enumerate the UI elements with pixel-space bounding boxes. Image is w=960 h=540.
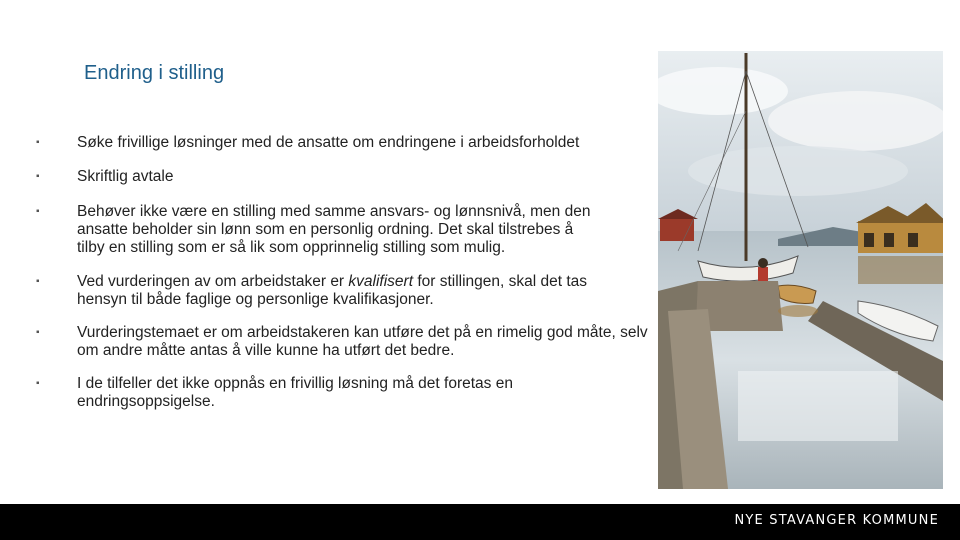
bullet-item — [36, 203, 597, 257]
bullet-item — [36, 134, 666, 152]
bullet-text-italic: kvalifisert — [348, 273, 414, 290]
bullet-text: Behøver ikke være en stilling med samme ansvars- og lønnsnivå, men den ansatte beholder sin lønn som en personlig ordning. Det skal tilstrebes å tilby en stilling som er så lik som opprinnelig stilling som mulig. — [77, 203, 591, 256]
bullet-text-before: Ved vurderingen av om arbeidstaker er — [77, 273, 349, 290]
bullet-marker: ▪ — [36, 327, 40, 338]
bullet-list — [36, 134, 666, 426]
bullet-marker: ▪ — [36, 276, 40, 287]
bullet-item — [36, 324, 659, 360]
bullet-marker: ▪ — [36, 206, 40, 217]
harbor-photo — [658, 51, 943, 489]
bullet-item — [36, 375, 617, 411]
bullet-text: Skriftlig avtale — [77, 168, 174, 185]
bullet-text: Vurderingstemaet er om arbeidstakeren kan utføre det på en rimelig god måte, selv om andre måtte antas å ville kunne ha utført det bedre. — [77, 324, 648, 359]
footer-bar — [0, 504, 960, 540]
bullet-marker: ▪ — [36, 137, 40, 148]
footer-brand: NYE STAVANGER KOMMUNE — [734, 513, 939, 528]
bullet-marker: ▪ — [36, 378, 40, 389]
bullet-text: I de tilfeller det ikke oppnås en frivillig løsning må det foretas en endringsoppsigelse. — [77, 375, 513, 410]
bullet-text-after: for stillingen, skal det tas hensyn til både faglige og personlige kvalifikasjoner. — [77, 273, 588, 308]
bullet-item — [36, 168, 666, 186]
bullet-marker: ▪ — [36, 171, 40, 182]
slide-title: Endring i stilling — [84, 62, 225, 84]
bullet-text — [77, 273, 587, 308]
bullet-item — [36, 273, 617, 309]
bullet-text: Søke frivillige løsninger med de ansatte om endringene i arbeidsforholdet — [77, 134, 580, 151]
